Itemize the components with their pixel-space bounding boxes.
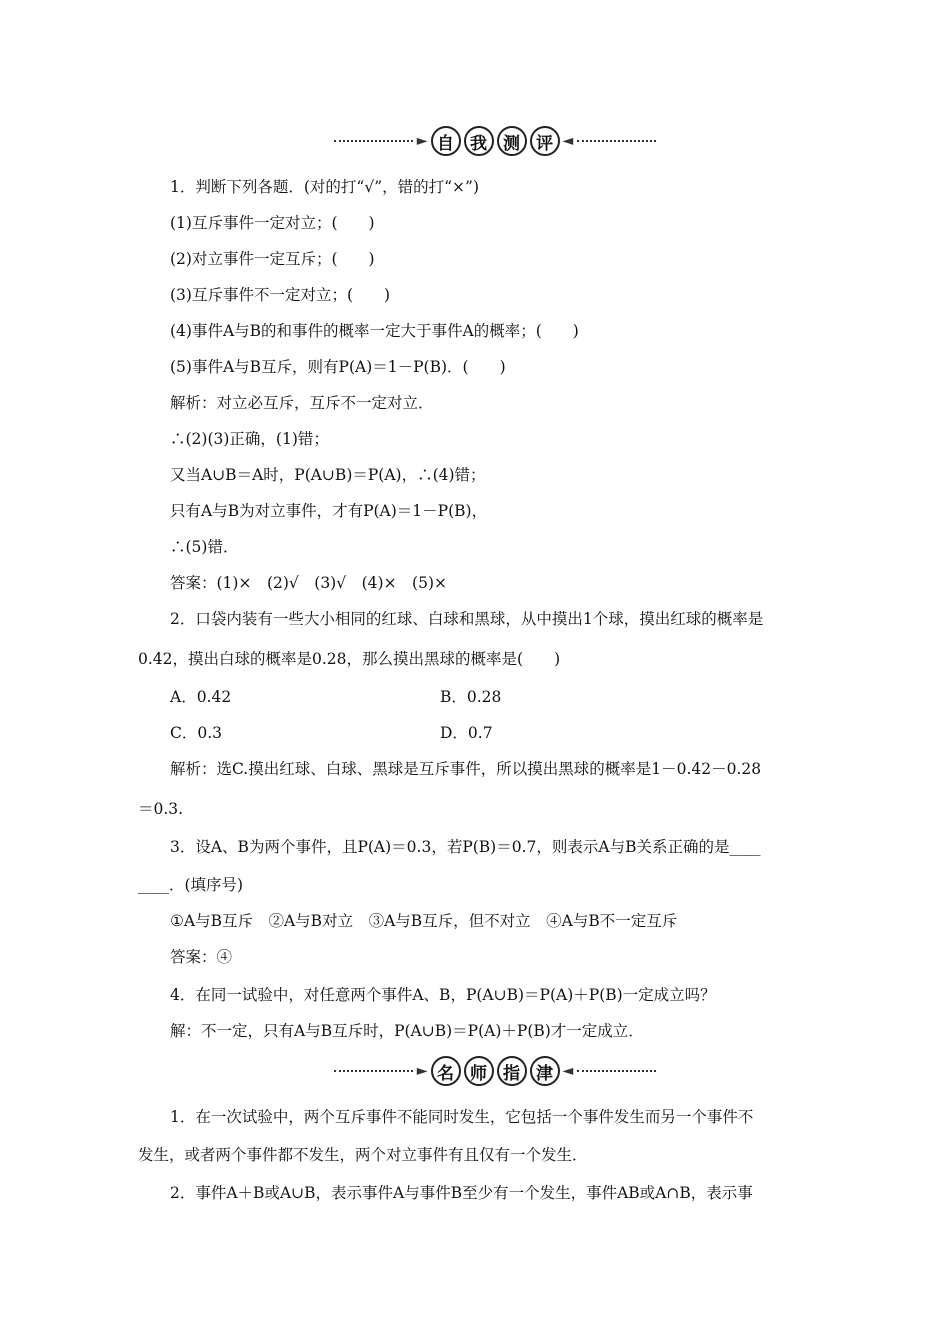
tip-paragraph: 发生，或者两个事件都不发生，两个对立事件有且仅有一个发生． (138, 1146, 588, 1164)
banner-char: 指 (497, 1056, 527, 1086)
banner-dotted-line (577, 140, 656, 142)
banner-arrow-right-icon: ► (416, 1063, 428, 1079)
q3-stem: 3．设A、B为两个事件，且P(A)＝0.3，若P(B)＝0.7，则表示A与B关系正确的是____ (170, 838, 761, 856)
q1-analysis: ∴(2)(3)正确，(1)错； (170, 430, 329, 448)
banner-dotted-line (334, 140, 413, 142)
banner-arrow-right-icon: ► (416, 133, 428, 149)
banner-char: 我 (464, 126, 494, 156)
tip-paragraph: 1．在一次试验中，两个互斥事件不能同时发生，它包括一个事件发生而另一个事件不 (170, 1108, 754, 1126)
q3-answer: 答案：④ (170, 948, 233, 966)
banner-dotted-line (577, 1070, 656, 1072)
section-banner-tips (330, 1054, 660, 1088)
q3-stem: ____．(填序号) (138, 876, 244, 894)
tip-paragraph: 2．事件A＋B或A∪B，表示事件A与事件B至少有一个发生，事件AB或A∩B，表示事 (170, 1184, 753, 1202)
q2-option-c: C．0.3 (170, 724, 223, 742)
q4-solution: 解：不一定，只有A与B互斥时，P(A∪B)＝P(A)＋P(B)才一定成立． (170, 1022, 644, 1040)
banner-char: 津 (530, 1056, 560, 1086)
q1-item: (3)互斥事件不一定对立；( ) (170, 286, 391, 304)
q2-option-d: D．0.7 (440, 724, 493, 742)
q1-analysis: 只有A与B为对立事件，才有P(A)＝1－P(B)， (170, 502, 488, 520)
banner-char: 评 (530, 126, 560, 156)
q1-item: (1)互斥事件一定对立；( ) (170, 214, 375, 232)
q4-stem: 4．在同一试验中，对任意两个事件A、B，P(A∪B)＝P(A)＋P(B)一定成立吗？ (170, 986, 716, 1004)
q2-stem: 0.42，摸出白球的概率是0.28，那么摸出黑球的概率是( ) (138, 650, 561, 668)
q1-item: (2)对立事件一定互斥；( ) (170, 250, 375, 268)
banner-arrow-left-icon: ◄ (562, 133, 574, 149)
q2-analysis: 解析：选C.摸出红球、白球、黑球是互斥事件，所以摸出黑球的概率是1－0.42－0.28 (170, 760, 762, 778)
banner-char: 自 (431, 126, 461, 156)
q1-stem: 1．判断下列各题．(对的打“√”，错的打“×”) (170, 178, 480, 196)
banner-char: 名 (431, 1056, 461, 1086)
q1-item: (5)事件A与B互斥，则有P(A)＝1－P(B)．( ) (170, 358, 506, 376)
q2-option-a: A．0.42 (170, 688, 232, 706)
q2-stem: 2．口袋内装有一些大小相同的红球、白球和黑球，从中摸出1个球，摸出红球的概率是 (170, 610, 764, 628)
q1-analysis: ∴(5)错． (170, 538, 239, 556)
banner-arrow-left-icon: ◄ (562, 1063, 574, 1079)
q2-analysis: ＝0.3. (138, 800, 184, 818)
q1-item: (4)事件A与B的和事件的概率一定大于事件A的概率；( ) (170, 322, 579, 340)
q2-option-b: B．0.28 (440, 688, 502, 706)
section-banner-self-test (330, 124, 660, 158)
banner-char: 测 (497, 126, 527, 156)
q1-analysis: 解析：对立必互斥，互斥不一定对立． (170, 394, 434, 412)
banner-char: 师 (464, 1056, 494, 1086)
q1-analysis: 又当A∪B＝A时，P(A∪B)＝P(A)，∴(4)错； (170, 466, 486, 484)
q3-choices: ①A与B互斥 ②A与B对立 ③A与B互斥，但不对立 ④A与B不一定互斥 (170, 912, 678, 930)
q1-answer: 答案：(1)× (2)√ (3)√ (4)× (5)× (170, 574, 447, 592)
banner-dotted-line (334, 1070, 413, 1072)
